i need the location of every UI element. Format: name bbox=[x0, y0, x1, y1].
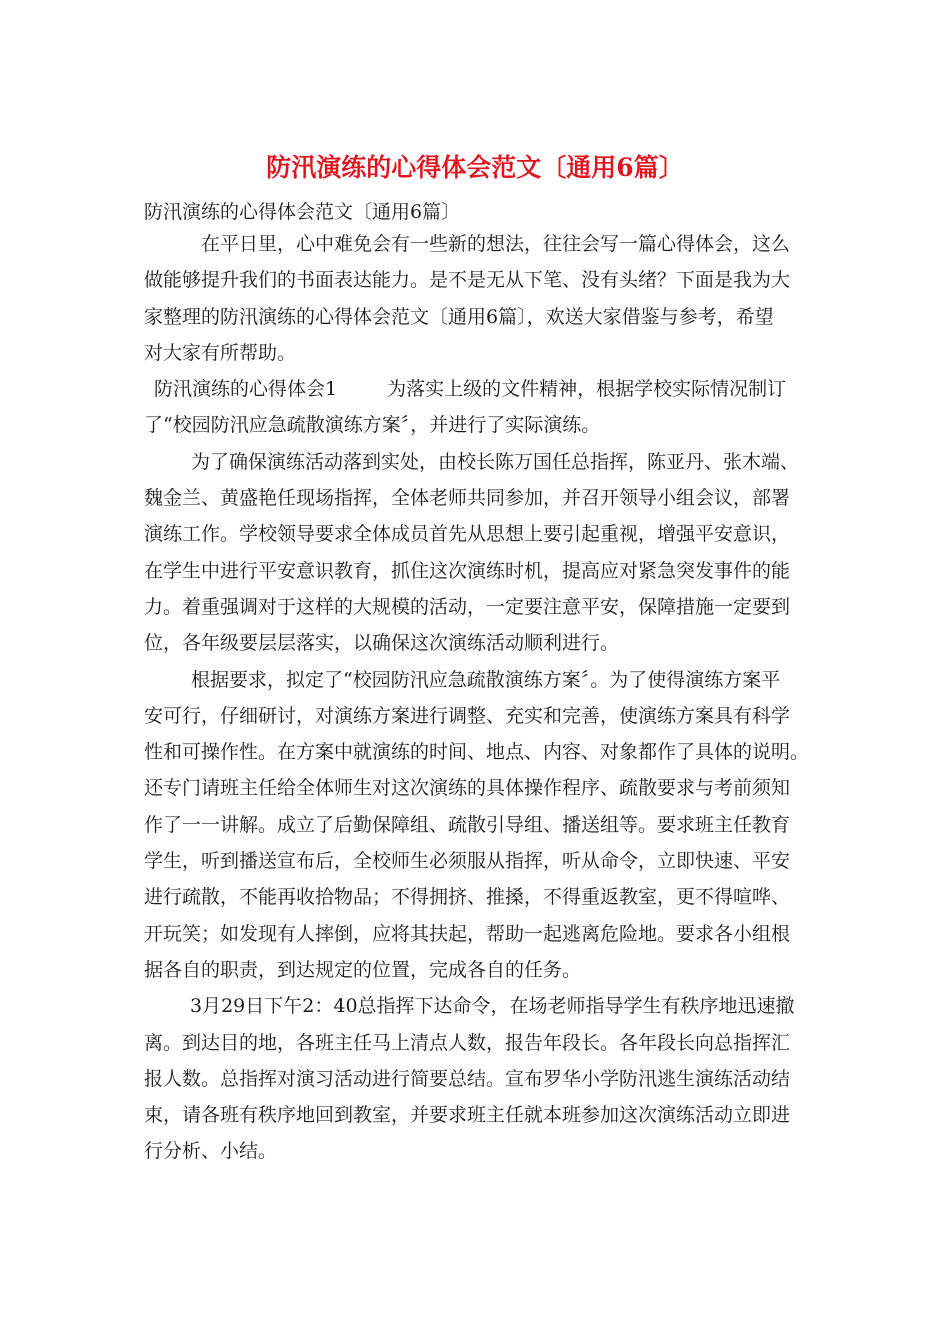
section-heading: 防汛演练的心得体会1 bbox=[154, 378, 338, 401]
paragraph-line: 还专门请班主任给全体师生对这次演练的具体操作程序、疏散要求与考前须知 bbox=[144, 777, 791, 800]
paragraph-line: 了“校园防汛应急疏散演练方案〞，并进行了实际演练。 bbox=[144, 414, 601, 437]
paragraph-line: 报人数。总指挥对演习活动进行简要总结。宣布罗华小学防汛逃生演练活动结 bbox=[144, 1067, 791, 1090]
paragraph-line: 开玩笑；如发现有人摔倒，应将其扶起，帮助一起逃离危险地。要求各小组根 bbox=[144, 922, 791, 945]
paragraph-line: 性和可操作性。在方案中就演练的时间、地点、内容、对象都作了具体的说明。 bbox=[144, 741, 810, 764]
paragraph-line: 魏金兰、黄盛艳任现场指挥，全体老师共同参加，并召开领导小组会议，部署 bbox=[144, 487, 791, 510]
document-body bbox=[144, 226, 814, 1170]
paragraph-line: 作了一一讲解。成立了后勤保障组、疏散引导组、播送组等。要求班主任教育 bbox=[144, 813, 791, 836]
paragraph-line: 演练工作。学校领导要求全体成员首先从思想上要引起重视，增强平安意识， bbox=[144, 523, 791, 546]
paragraph-line: 3月29日下午2：40总指挥下达命令，在场老师指导学生有秩序地迅速撤 bbox=[190, 995, 795, 1018]
paragraph-line: 力。着重强调对于这样的大规模的活动，一定要注意平安，保障措施一定要到 bbox=[144, 595, 791, 618]
paragraph-line: 离。到达目的地，各班主任马上清点人数，报告年段长。各年段长向总指挥汇 bbox=[144, 1031, 791, 1054]
document-subtitle: 防汛演练的心得体会范文〔通用6篇〕 bbox=[144, 201, 461, 223]
paragraph-line: 在平日里，心中难免会有一些新的想法，往往会写一篇心得体会，这么 bbox=[201, 233, 791, 255]
paragraph-line: 位，各年级要层层落实，以确保这次演练活动顺利进行。 bbox=[144, 632, 620, 655]
section-first-text: 为落实上级的文件精神，根据学校实际情况制订 bbox=[387, 378, 787, 401]
paragraph-line: 学生，听到播送宣布后，全校师生必须服从指挥，听从命令，立即快速、平安 bbox=[144, 850, 791, 873]
paragraph-line bbox=[144, 371, 814, 407]
paragraph-3 bbox=[144, 662, 814, 989]
paragraph-line: 据各自的职责，到达规定的位置，完成各自的任务。 bbox=[144, 958, 582, 981]
paragraph-line: 为了确保演练活动落到实处，由校长陈万国任总指挥，陈亚丹、张木端、 bbox=[191, 450, 800, 473]
document-title: 防汛演练的心得体会范文〔通用6篇〕 bbox=[266, 153, 684, 182]
paragraph-line: 束，请各班有秩序地回到教室，并要求班主任就本班参加这次演练活动立即进 bbox=[144, 1104, 791, 1127]
intro-paragraph bbox=[144, 226, 814, 371]
paragraph-line: 进行疏散，不能再收拾物品；不得拥挤、推搡，不得重返教室，更不得喧哗、 bbox=[144, 886, 791, 909]
paragraph-line: 对大家有所帮助。 bbox=[144, 341, 297, 364]
paragraph-line: 做能够提升我们的书面表达能力。是不是无从下笔、没有头绪？下面是我为大 bbox=[144, 269, 791, 292]
paragraph-line: 根据要求，拟定了“校园防汛应急疏散演练方案〞。为了使得演练方案平 bbox=[191, 668, 781, 691]
paragraph-line: 安可行，仔细研讨，对演练方案进行调整、充实和完善，使演练方案具有科学 bbox=[144, 704, 791, 727]
paragraph-line: 家整理的防汛演练的心得体会范文〔通用6篇〕，欢送大家借鉴与参考，希望 bbox=[144, 305, 774, 328]
section1-paragraph bbox=[144, 371, 814, 444]
paragraph-line: 行分析、小结。 bbox=[144, 1140, 278, 1163]
paragraph-4 bbox=[144, 988, 814, 1169]
paragraph-2 bbox=[144, 444, 814, 662]
paragraph-line: 在学生中进行平安意识教育，抓住这次演练时机，提高应对紧急突发事件的能 bbox=[144, 559, 791, 582]
